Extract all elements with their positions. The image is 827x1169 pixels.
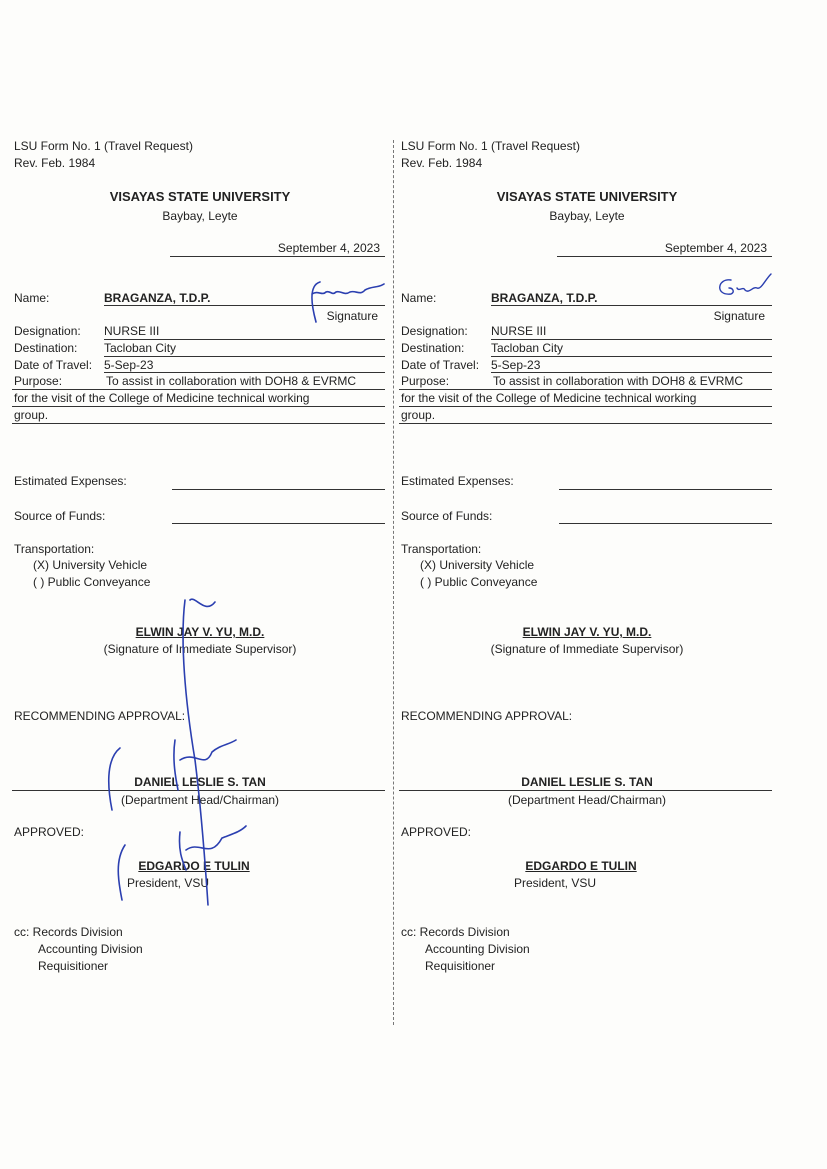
underline bbox=[399, 790, 772, 791]
supervisor-title: (Signature of Immediate Supervisor) bbox=[103, 642, 297, 656]
cc-accounting-division: Accounting Division bbox=[425, 942, 530, 956]
signature-label: Signature bbox=[326, 309, 378, 323]
purpose-line-3: group. bbox=[14, 408, 49, 422]
university-name: VISAYAS STATE UNIVERSITY bbox=[496, 189, 678, 204]
purpose-line-1: To assist in collaboration with DOH8 & EVRMC bbox=[493, 374, 744, 388]
president-name: EDGARDO E TULIN bbox=[525, 859, 637, 873]
date-of-travel-label: Date of Travel: bbox=[14, 358, 93, 372]
form-revision: Rev. Feb. 1984 bbox=[14, 156, 96, 170]
destination-label: Destination: bbox=[401, 341, 465, 355]
underline bbox=[12, 423, 385, 424]
purpose-line-3: group. bbox=[401, 408, 436, 422]
destination-value: Tacloban City bbox=[104, 341, 177, 355]
destination-value: Tacloban City bbox=[491, 341, 564, 355]
underline bbox=[104, 305, 385, 306]
form-revision: Rev. Feb. 1984 bbox=[401, 156, 483, 170]
transport-public-conveyance: ( ) Public Conveyance bbox=[420, 575, 538, 589]
cc-records-division: cc: Records Division bbox=[14, 925, 123, 939]
underline bbox=[170, 256, 385, 257]
underline bbox=[491, 356, 772, 357]
travel-request-form-left bbox=[0, 0, 380, 1169]
cc-records-division: cc: Records Division bbox=[401, 925, 510, 939]
underline bbox=[491, 339, 772, 340]
destination-label: Destination: bbox=[14, 341, 78, 355]
recommending-approval-label: RECOMMENDING APPROVAL: bbox=[14, 709, 186, 723]
underline bbox=[559, 489, 772, 490]
source-of-funds-label: Source of Funds: bbox=[401, 509, 493, 523]
department-head-title: (Department Head/Chairman) bbox=[507, 793, 667, 807]
university-name: VISAYAS STATE UNIVERSITY bbox=[109, 189, 291, 204]
underline bbox=[399, 406, 772, 407]
underline bbox=[104, 372, 385, 373]
date-of-travel-value: 5-Sep-23 bbox=[491, 358, 541, 372]
underline bbox=[172, 489, 385, 490]
supervisor-name: ELWIN JAY V. YU, M.D. bbox=[135, 625, 265, 639]
cc-requisitioner: Requisitioner bbox=[38, 959, 109, 973]
purpose-line-2: for the visit of the College of Medicine technical working bbox=[401, 391, 697, 405]
form-number: LSU Form No. 1 (Travel Request) bbox=[401, 139, 580, 153]
transport-university-vehicle: (X) University Vehicle bbox=[33, 558, 148, 572]
name-label: Name: bbox=[14, 291, 50, 305]
date-of-travel-label: Date of Travel: bbox=[401, 358, 480, 372]
president-name: EDGARDO E TULIN bbox=[138, 859, 250, 873]
underline bbox=[172, 523, 385, 524]
source-of-funds-label: Source of Funds: bbox=[14, 509, 106, 523]
recommending-approval-label: RECOMMENDING APPROVAL: bbox=[401, 709, 573, 723]
underline bbox=[557, 256, 772, 257]
name-value: BRAGANZA, T.D.P. bbox=[491, 291, 598, 305]
underline bbox=[12, 790, 385, 791]
underline bbox=[104, 339, 385, 340]
approved-label: APPROVED: bbox=[401, 825, 472, 839]
underline bbox=[399, 389, 772, 390]
designation-value: NURSE III bbox=[104, 324, 160, 338]
estimated-expenses-label: Estimated Expenses: bbox=[14, 474, 127, 488]
purpose-label: Purpose: bbox=[14, 374, 63, 388]
department-head-title: (Department Head/Chairman) bbox=[120, 793, 280, 807]
request-date: September 4, 2023 bbox=[664, 241, 767, 255]
date-of-travel-value: 5-Sep-23 bbox=[104, 358, 154, 372]
transport-public-conveyance: ( ) Public Conveyance bbox=[33, 575, 151, 589]
underline bbox=[559, 523, 772, 524]
university-location: Baybay, Leyte bbox=[162, 209, 238, 223]
underline bbox=[12, 389, 385, 390]
travel-request-form-right bbox=[387, 0, 767, 1169]
cc-accounting-division: Accounting Division bbox=[38, 942, 143, 956]
university-location: Baybay, Leyte bbox=[549, 209, 625, 223]
signature-label: Signature bbox=[713, 309, 765, 323]
purpose-label: Purpose: bbox=[401, 374, 450, 388]
request-date: September 4, 2023 bbox=[277, 241, 380, 255]
underline bbox=[12, 406, 385, 407]
transportation-label: Transportation: bbox=[14, 542, 95, 556]
purpose-line-2: for the visit of the College of Medicine technical working bbox=[14, 391, 310, 405]
cut-line-divider bbox=[393, 140, 394, 1025]
designation-label: Designation: bbox=[14, 324, 81, 338]
underline bbox=[104, 356, 385, 357]
president-title: President, VSU bbox=[513, 876, 597, 890]
supervisor-title: (Signature of Immediate Supervisor) bbox=[490, 642, 684, 656]
designation-label: Designation: bbox=[401, 324, 468, 338]
underline bbox=[491, 372, 772, 373]
name-label: Name: bbox=[401, 291, 437, 305]
supervisor-name: ELWIN JAY V. YU, M.D. bbox=[522, 625, 652, 639]
transportation-label: Transportation: bbox=[401, 542, 482, 556]
form-number: LSU Form No. 1 (Travel Request) bbox=[14, 139, 193, 153]
underline bbox=[399, 423, 772, 424]
transport-university-vehicle: (X) University Vehicle bbox=[420, 558, 535, 572]
department-head-name: DANIEL LESLIE S. TAN bbox=[134, 775, 266, 789]
underline bbox=[491, 305, 772, 306]
cc-requisitioner: Requisitioner bbox=[425, 959, 496, 973]
purpose-line-1: To assist in collaboration with DOH8 & EVRMC bbox=[106, 374, 357, 388]
name-value: BRAGANZA, T.D.P. bbox=[104, 291, 211, 305]
department-head-name: DANIEL LESLIE S. TAN bbox=[521, 775, 653, 789]
approved-label: APPROVED: bbox=[14, 825, 85, 839]
estimated-expenses-label: Estimated Expenses: bbox=[401, 474, 514, 488]
president-title: President, VSU bbox=[126, 876, 210, 890]
designation-value: NURSE III bbox=[491, 324, 547, 338]
